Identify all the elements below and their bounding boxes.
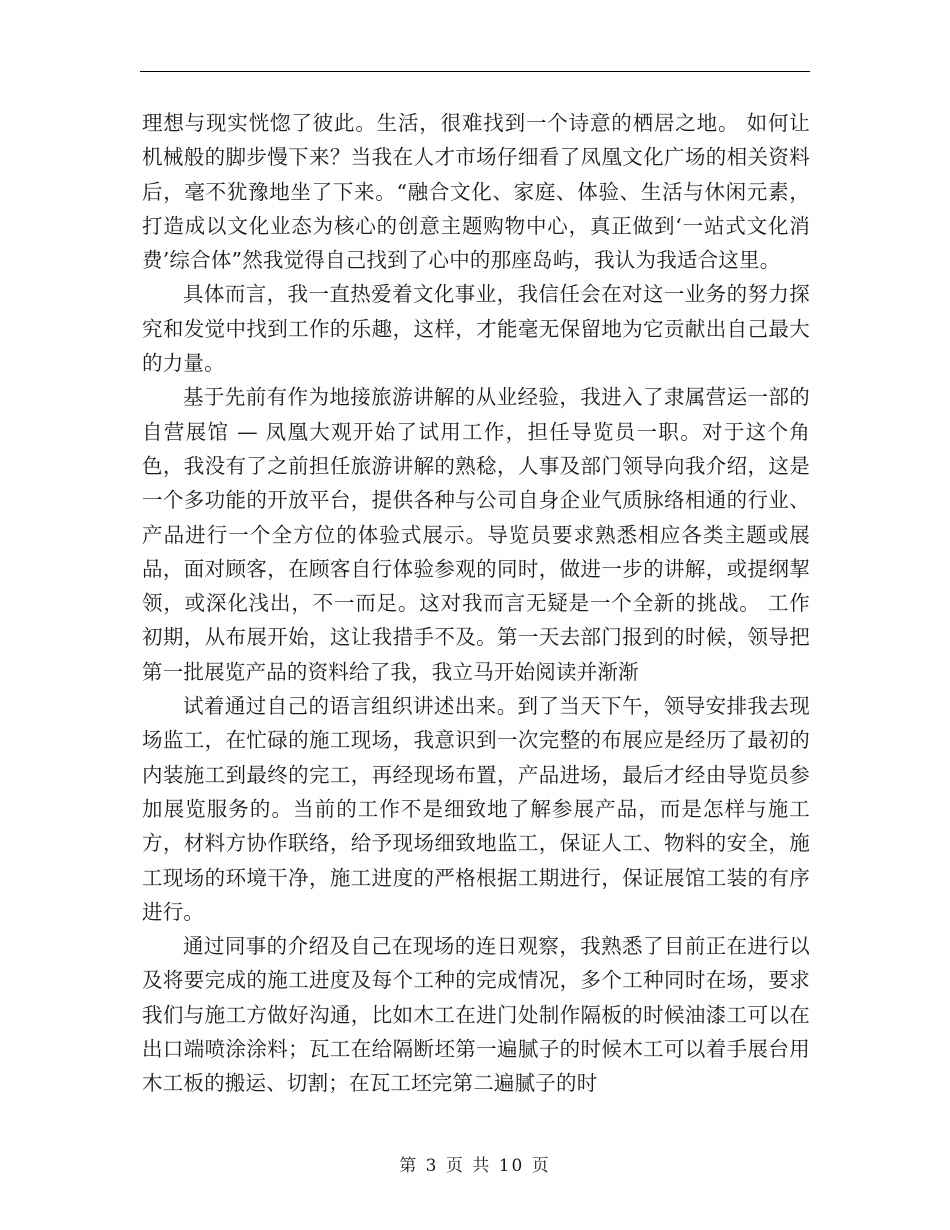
paragraph-5: 通过同事的介绍及自己在现场的连日观察，我熟悉了目前正在进行以及将要完成的施工进度及每个工种的完成情况，多个工种同时在场，要求我们与施工方做好沟通，比如木工在进门处制作隔板的时候油漆工可以在出口端喷涂涂料；瓦工在给隔断坯第一遍腻子的时候木工可以着手展台用木工板的搬运、切割；在瓦工坯完第二遍腻子的时	[142, 934, 810, 1096]
paragraph-3: 基于先前有作为地接旅游讲解的从业经验，我进入了隶属营运一部的自营展馆 — 凤凰大观开始了试用工作，担任导览员一职。对于这个角色，我没有了之前担任旅游讲解的熟稔，人事及部门领导向我介绍，这是一个多功能的开放平台，提供各种与公司自身企业气质脉络相通的行业、产品进行一个全方位的体验式展示。导览员要求熟悉相应各类主题或展品，面对顾客，在顾客自行体验参观的同时，做进一步的讲解，或提纲挈领，或深化浅出，不一而足。这对我而言无疑是一个全新的挑战。 工作初期，从布展开始，这让我措手不及。第一天去部门报到的时候，领导把第一批展览产品的资料给了我，我立马开始阅读并渐渐	[142, 385, 810, 684]
paragraph-1: 理想与现实恍惚了彼此。生活，很难找到一个诗意的栖居之地。 如何让机械般的脚步慢下来？当我在人才市场仔细看了凤凰文化广场的相关资料后，毫不犹豫地坐了下来。“融合文化、家庭、体验、生活与休闲元素，打造成以文化业态为核心的创意主题购物中心，真正做到‘一站式文化消费’综合体”然我觉得自己找到了心中的那座岛屿，我认为我适合这里。	[142, 111, 810, 273]
header-rule	[140, 71, 810, 72]
paragraph-2: 具体而言，我一直热爱着文化事业，我信任会在对这一业务的努力探究和发觉中找到工作的乐趣，这样，才能毫无保留地为它贡献出自己最大的力量。	[142, 282, 810, 376]
page-footer: 第 3 页 共 10 页	[399, 1156, 551, 1176]
document-body	[142, 106, 810, 1101]
paragraph-4: 试着通过自己的语言组织讲述出来。到了当天下午，领导安排我去现场监工，在忙碌的施工现场，我意识到一次完整的布展应是经历了最初的内装施工到最终的完工，再经现场布置，产品进场，最后才经由导览员参加展览服务的。当前的工作不是细致地了解参展产品，而是怎样与施工方，材料方协作联络，给予现场细致地监工，保证人工、物料的安全，施工现场的环境干净，施工进度的严格根据工期进行，保证展馆工装的有序进行。	[142, 694, 810, 924]
